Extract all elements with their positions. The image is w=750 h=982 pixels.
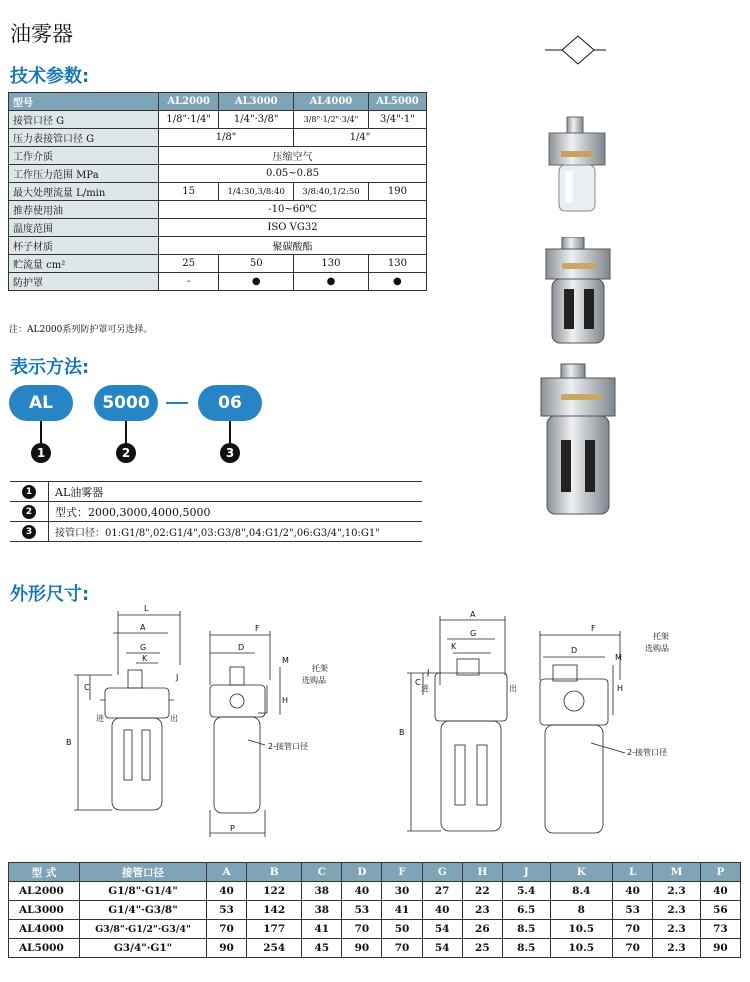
dims-cell: AL4000 bbox=[9, 920, 80, 939]
spec-cell: 1/8"·1/4" bbox=[159, 111, 219, 129]
lubricator-symbol-icon bbox=[540, 30, 610, 70]
dims-cell: 2.3 bbox=[653, 882, 701, 901]
dims-row bbox=[9, 939, 741, 958]
number-badge: 3 bbox=[220, 443, 240, 463]
naming-legend-table bbox=[10, 481, 422, 542]
dim-label-f: F bbox=[591, 624, 596, 633]
spec-cell: 3/4"·1" bbox=[368, 111, 426, 129]
bracket-label: 托架 bbox=[312, 664, 328, 673]
dims-cell: 6.5 bbox=[502, 901, 550, 920]
spec-label: 工作介质 bbox=[9, 147, 159, 165]
spec-cell: ● bbox=[294, 273, 369, 291]
spec-cell: 3/8"·1/2"·3/4" bbox=[294, 111, 369, 129]
spec-label: 工作压力范围 MPa bbox=[9, 165, 159, 183]
dim-label-a: A bbox=[470, 610, 476, 619]
dims-cell: 40 bbox=[613, 882, 653, 901]
connector-line bbox=[40, 421, 42, 443]
dims-cell: 177 bbox=[247, 920, 302, 939]
dims-header-cell: B bbox=[247, 863, 302, 882]
dims-row bbox=[9, 920, 741, 939]
spec-label: 接管口径 G bbox=[9, 111, 159, 129]
spec-cell: -10~60℃ bbox=[159, 201, 427, 219]
dims-cell: 53 bbox=[207, 901, 247, 920]
dims-cell: 70 bbox=[382, 939, 422, 958]
dims-cell: 38 bbox=[302, 882, 342, 901]
spec-label: 推荐使用油 bbox=[9, 201, 159, 219]
dims-cell: 70 bbox=[613, 939, 653, 958]
dims-cell: 56 bbox=[700, 901, 740, 920]
dim-label-a: A bbox=[140, 623, 146, 632]
spec-cell: 1/4:30,3/8:40 bbox=[219, 183, 294, 201]
spec-header-cell: AL4000 bbox=[294, 93, 369, 111]
dims-cell: 8 bbox=[550, 901, 613, 920]
dims-cell: 10.5 bbox=[550, 920, 613, 939]
spec-cell: 15 bbox=[159, 183, 219, 201]
dims-cell: 30 bbox=[382, 882, 422, 901]
spec-row bbox=[9, 219, 427, 237]
spec-row bbox=[9, 273, 427, 291]
dims-cell: 41 bbox=[302, 920, 342, 939]
spec-header-row bbox=[9, 93, 427, 111]
spec-row bbox=[9, 111, 427, 129]
dims-cell: AL3000 bbox=[9, 901, 80, 920]
legend-text: AL油雾器 bbox=[49, 482, 423, 502]
dimension-drawing-large bbox=[395, 605, 705, 850]
legend-row bbox=[10, 482, 422, 502]
product-image-small bbox=[535, 115, 625, 220]
dims-cell: G1/8"·G1/4" bbox=[80, 882, 207, 901]
dims-header-cell: F bbox=[382, 863, 422, 882]
inlet-label: 进 bbox=[96, 714, 104, 723]
dims-cell: 2.3 bbox=[653, 901, 701, 920]
dims-cell: AL2000 bbox=[9, 882, 80, 901]
dims-cell: G3/4"·G1" bbox=[80, 939, 207, 958]
dims-cell: 40 bbox=[342, 882, 382, 901]
dims-cell: 254 bbox=[247, 939, 302, 958]
spec-row bbox=[9, 183, 427, 201]
dim-label-m: M bbox=[615, 653, 622, 662]
dims-cell: 8.5 bbox=[502, 920, 550, 939]
connector-line bbox=[125, 421, 127, 443]
dim-label-k: K bbox=[451, 642, 457, 651]
dims-cell: 122 bbox=[247, 882, 302, 901]
spec-cell: ISO VG32 bbox=[159, 219, 427, 237]
dims-cell: 70 bbox=[207, 920, 247, 939]
spec-row bbox=[9, 201, 427, 219]
code-pill-port: 06 bbox=[198, 385, 262, 421]
dim-label-j: J bbox=[176, 673, 179, 682]
dim-label-g: G bbox=[140, 643, 147, 652]
dims-header-cell: J bbox=[502, 863, 550, 882]
code-pill-model: 5000 bbox=[94, 385, 158, 421]
dims-cell: 25 bbox=[462, 939, 502, 958]
spec-cell: 压缩空气 bbox=[159, 147, 427, 165]
dim-label-c: C bbox=[84, 683, 90, 692]
outlet-label: 出 bbox=[170, 714, 178, 723]
spec-cell: 3/8:40,1/2:50 bbox=[294, 183, 369, 201]
dims-cell: 50 bbox=[382, 920, 422, 939]
dim-label-h: H bbox=[282, 696, 289, 705]
dims-header-cell: 接管口径 bbox=[80, 863, 207, 882]
spec-table bbox=[8, 92, 427, 291]
legend-number: 3 bbox=[22, 525, 36, 539]
dims-cell: 54 bbox=[422, 920, 462, 939]
dims-cell: 22 bbox=[462, 882, 502, 901]
product-image-large bbox=[535, 362, 625, 522]
dims-cell: 70 bbox=[342, 920, 382, 939]
spec-cell: ● bbox=[368, 273, 426, 291]
section-naming-title: 表示方法: bbox=[10, 357, 90, 378]
spec-row bbox=[9, 147, 427, 165]
spec-cell: ● bbox=[219, 273, 294, 291]
dim-label-f: F bbox=[255, 624, 260, 633]
dims-cell: 90 bbox=[207, 939, 247, 958]
dims-cell: 90 bbox=[342, 939, 382, 958]
dims-header-cell: L bbox=[613, 863, 653, 882]
option-label: 选购品 bbox=[645, 644, 669, 653]
dims-header-cell: 型 式 bbox=[9, 863, 80, 882]
spec-cell: 25 bbox=[159, 255, 219, 273]
spec-cell: 0.05~0.85 bbox=[159, 165, 427, 183]
dims-cell: 8.5 bbox=[502, 939, 550, 958]
dims-cell: G3/8"·G1/2"·G3/4" bbox=[80, 920, 207, 939]
spec-cell: 50 bbox=[219, 255, 294, 273]
spec-cell: 聚碳酸酯 bbox=[159, 237, 427, 255]
legend-row bbox=[10, 522, 422, 542]
section-dims-title: 外形尺寸: bbox=[10, 584, 90, 605]
dims-cell: 40 bbox=[207, 882, 247, 901]
dims-cell: 40 bbox=[700, 882, 740, 901]
outlet-label: 出 bbox=[509, 684, 517, 693]
dims-cell: 8.4 bbox=[550, 882, 613, 901]
spec-header-cell: AL2000 bbox=[159, 93, 219, 111]
spec-cell: 130 bbox=[368, 255, 426, 273]
spec-label: 压力表接管口径 G bbox=[9, 129, 159, 147]
dims-header-cell: M bbox=[653, 863, 701, 882]
number-badge: 2 bbox=[116, 443, 136, 463]
code-pill-series: AL bbox=[9, 385, 73, 421]
spec-header-cell: AL5000 bbox=[368, 93, 426, 111]
code-separator bbox=[166, 402, 188, 404]
spec-cell: 130 bbox=[294, 255, 369, 273]
spec-cell: 1/8" bbox=[159, 129, 294, 147]
dimension-drawing-small bbox=[60, 605, 350, 850]
spec-label: 防护罩 bbox=[9, 273, 159, 291]
dim-label-p: P bbox=[230, 824, 235, 833]
spec-label: 贮流量 cm² bbox=[9, 255, 159, 273]
dims-header-cell: H bbox=[462, 863, 502, 882]
dims-cell: 54 bbox=[422, 939, 462, 958]
number-badge: 1 bbox=[31, 443, 51, 463]
dims-header-row bbox=[9, 863, 741, 882]
dims-cell: 53 bbox=[342, 901, 382, 920]
dims-cell: AL5000 bbox=[9, 939, 80, 958]
product-image-medium bbox=[540, 237, 620, 347]
dims-cell: 41 bbox=[382, 901, 422, 920]
dim-label-h: H bbox=[617, 684, 624, 693]
dimensions-table bbox=[8, 862, 741, 958]
spec-row bbox=[9, 165, 427, 183]
dims-cell: 27 bbox=[422, 882, 462, 901]
spec-cell: 1/4"·3/8" bbox=[219, 111, 294, 129]
dims-cell: 23 bbox=[462, 901, 502, 920]
dim-label-d: D bbox=[571, 646, 578, 655]
page-title: 油雾器 bbox=[10, 22, 73, 46]
inlet-label: 进 bbox=[421, 684, 429, 693]
legend-row bbox=[10, 502, 422, 522]
spec-row bbox=[9, 129, 427, 147]
dims-row bbox=[9, 882, 741, 901]
port-label: 2-接管口径 bbox=[627, 748, 667, 757]
dims-cell: 40 bbox=[422, 901, 462, 920]
dims-cell: 45 bbox=[302, 939, 342, 958]
dims-header-cell: G bbox=[422, 863, 462, 882]
dims-cell: 5.4 bbox=[502, 882, 550, 901]
dims-cell: 73 bbox=[700, 920, 740, 939]
bracket-label: 托架 bbox=[653, 632, 669, 641]
spec-header-cell: AL3000 bbox=[219, 93, 294, 111]
spec-header-cell: 型号 bbox=[9, 93, 159, 111]
dims-cell: 90 bbox=[700, 939, 740, 958]
legend-number: 2 bbox=[22, 505, 36, 519]
option-label: 选购品 bbox=[302, 676, 326, 685]
dims-cell: 2.3 bbox=[653, 920, 701, 939]
dims-cell: 70 bbox=[613, 920, 653, 939]
dims-cell: 26 bbox=[462, 920, 502, 939]
dims-cell: 142 bbox=[247, 901, 302, 920]
spec-label: 最大处理流量 L/min bbox=[9, 183, 159, 201]
spec-cell: - bbox=[159, 273, 219, 291]
dims-header-cell: C bbox=[302, 863, 342, 882]
spec-label: 杯子材质 bbox=[9, 237, 159, 255]
dims-cell: 38 bbox=[302, 901, 342, 920]
spec-note: 注：AL2000系列防护罩可另选择。 bbox=[9, 325, 153, 335]
spec-cell: 190 bbox=[368, 183, 426, 201]
dims-header-cell: A bbox=[207, 863, 247, 882]
dim-label-d: D bbox=[238, 643, 245, 652]
connector-line bbox=[229, 421, 231, 443]
dims-cell: G1/4"·G3/8" bbox=[80, 901, 207, 920]
dim-label-c: C bbox=[415, 678, 421, 687]
spec-label: 温度范围 bbox=[9, 219, 159, 237]
dims-header-cell: K bbox=[550, 863, 613, 882]
dims-row bbox=[9, 901, 741, 920]
dims-cell: 53 bbox=[613, 901, 653, 920]
dim-label-m: M bbox=[282, 656, 289, 665]
legend-number: 1 bbox=[22, 485, 36, 499]
section-spec-title: 技术参数: bbox=[10, 66, 90, 87]
legend-text: 型式：2000,3000,4000,5000 bbox=[49, 502, 423, 522]
dim-label-b: B bbox=[399, 728, 405, 737]
spec-row bbox=[9, 237, 427, 255]
legend-text: 接管口径：01:G1/8",02:G1/4",03:G3/8",04:G1/2",06:G3/4",10:G1" bbox=[49, 522, 423, 542]
dims-cell: 2.3 bbox=[653, 939, 701, 958]
dim-label-k: K bbox=[142, 654, 148, 663]
spec-cell: 1/4" bbox=[294, 129, 427, 147]
dims-header-cell: D bbox=[342, 863, 382, 882]
dim-label-g: G bbox=[470, 629, 477, 638]
dim-label-l: L bbox=[144, 605, 149, 613]
dims-cell: 10.5 bbox=[550, 939, 613, 958]
dim-label-b: B bbox=[66, 738, 72, 747]
spec-row bbox=[9, 255, 427, 273]
dims-header-cell: P bbox=[700, 863, 740, 882]
dim-label-j: J bbox=[427, 668, 430, 677]
port-label: 2-接管口径 bbox=[268, 742, 308, 751]
